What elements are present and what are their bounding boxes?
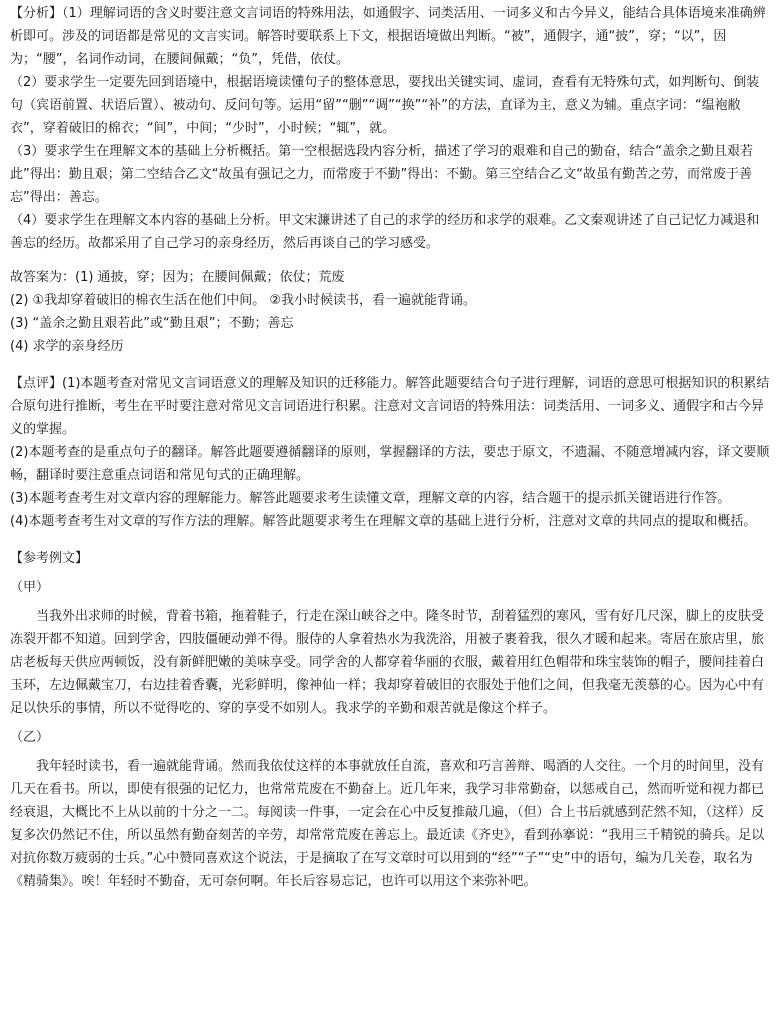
reference-jia-text: 当我外出求师的时候，背着书箱，拖着鞋子，行走在深山峡谷之中。隆冬时节，刮着猛烈的寒风，雪有好几尺深，脚上的皮肤受冻裂开都不知道。回到学舍，四肢僵硬动弹不得。服侍的人拿着热水为我洗浴，用被子裹着我，很久才暖和起来。寄居在旅店里，旅店老板每天供应两顿饭，没有新鲜肥嫩的美味享受。同学舍的人都穿着华丽的衣服，戴着用红色帽带和珠宝装饰的帽子，腰间挂着白玉环，左边佩戴宝刀，右边挂着香囊，光彩鲜明，像神仙一样；我却穿着破旧的衣服处于他们之间，但我毫无羡慕的心。因为心中有足以快乐的事情，所以不觉得吃的、穿的享受不如别人。我求学的辛勤和艰苦就是像这个样子。 — [10, 609, 765, 716]
analysis-paragraph-4: （4）要求学生在理解文本内容的基础上分析。甲文宋濂讲述了自己的求学的经历和求学的艰难。乙文秦观讲述了自己记忆力减退和善忘的经历。故都采用了自己学习的亲身经历，然后再谈自己的学习感受。 — [10, 213, 760, 251]
answer-line-3: (3) “盖余之勤且艰若此”或“勤且艰”；不勤；善忘 — [10, 316, 294, 331]
answer-section — [10, 266, 770, 358]
analysis-paragraph-3: （3）要求学生在理解文本的基础上分析概括。第一空根据选段内容分析，描述了学习的艰难和自己的勤奋，结合“盖余之勤且艰若此”得出：勤且艰；第二空结合乙文“故虽有强记之力，而常废于不勤”得出：不勤。第三空结合乙文“故虽有勤苦之劳，而常废于善忘”得出：善忘。 — [10, 144, 754, 205]
analysis-paragraph-2: （2）要求学生一定要先回到语境中，根据语境读懂句子的整体意思，要找出关键实词、虚词，查看有无特殊句式，如判断句、倒装句（宾语前置、状语后置）、被动句、反问句等。运用“留”“删”“调”“换”“补”的方法，直译为主，意义为辅。重点字词：“缊袍敝衣”，穿着破旧的棉衣；“间”，中间；“少时”，小时候；“辄”，就。 — [10, 75, 760, 136]
reference-yi-text: 我年轻时读书，看一遍就能背诵。然而我依仗这样的本事就放任自流，喜欢和巧言善辩、喝酒的人交往。一个月的时间里，没有几天在看书。所以，即使有很强的记忆力，也常常荒废在不勤奋上。近几年来，我学习非常勤奋，以惩戒自己，然而听觉和视力都已经衰退，大概比不上从以前的十分之一二。每阅读一件事，一定会在心中反复推敲几遍，（但）合上书后就感到茫然不知，（这样）反复多次仍然记不住，所以虽然有勤奋刻苦的辛劳，却常常荒废在善忘上。最近读《齐史》，看到孙搴说：“我用三千精锐的骑兵。足以对抗你数万疲弱的士兵。”心中赞同喜欢这个说法，于是摘取了在写文章时可以用到的“经”“子”“史”中的语句，编为几关卷，取名为《精骑集》。唉！年轻时不勤奋，无可奈何啊。年长后容易忘记，也许可以用这个来弥补吧。 — [10, 759, 765, 889]
analysis-section — [10, 2, 770, 255]
analysis-paragraph-1: 【分析】（1）理解词语的含义时要注意文言词语的特殊用法，如通假字、词类活用、一词多义和古今异义，能结合具体语境来准确辨析即可。涉及的词语都是常见的文言实词。解答时要联系上下文，根据语境做出判断。“被”，通假字，通“披”，穿；“以”，因为；“腰”，名词作动词，在腰间佩戴；“负”，凭借，依仗。 — [10, 6, 766, 67]
reference-jia-label: （甲） — [10, 580, 50, 595]
answer-line-4: (4) 求学的亲身经历 — [10, 339, 124, 354]
reference-heading: 【参考例文】 — [10, 551, 89, 566]
reference-section — [10, 547, 770, 893]
answer-line-2: (2) ①我却穿着破旧的棉衣生活在他们中间。 ②我小时候读书，看一遍就能背诵。 — [10, 293, 476, 308]
reference-yi-label: （乙） — [10, 730, 50, 745]
answer-line-1: 故答案为：(1) 通披，穿；因为；在腰间佩戴；依仗；荒废 — [10, 270, 345, 285]
comment-paragraph-2: (2)本题考查的是重点句子的翻译。解答此题要遵循翻译的原则，掌握翻译的方法，要忠于原文，不遗漏、不随意增减内容，译文要顺畅，翻译时要注意重点词语和常见句式的正确理解。 — [10, 445, 770, 483]
comment-section — [10, 372, 770, 533]
comment-paragraph-4: (4)本题考查考生对文章的写作方法的理解。解答此题要求考生在理解文章的基础上进行分析，注意对文章的共同点的提取和概括。 — [10, 514, 757, 529]
comment-paragraph-1: 【点评】(1)本题考查对常见文言词语意义的理解及知识的迁移能力。解答此题要结合句子进行理解，词语的意思可根据知识的积累结合原句进行推断，考生在平时要注意对常见文言词语进行积累。注意对文言词语的特殊用法：词类活用、一词多义、通假字和古今异义的掌握。 — [10, 376, 770, 437]
comment-paragraph-3: (3)本题考查考生对文章内容的理解能力。解答此题要求考生读懂文章，理解文章的内容，结合题干的提示抓关键语进行作答。 — [10, 491, 731, 506]
